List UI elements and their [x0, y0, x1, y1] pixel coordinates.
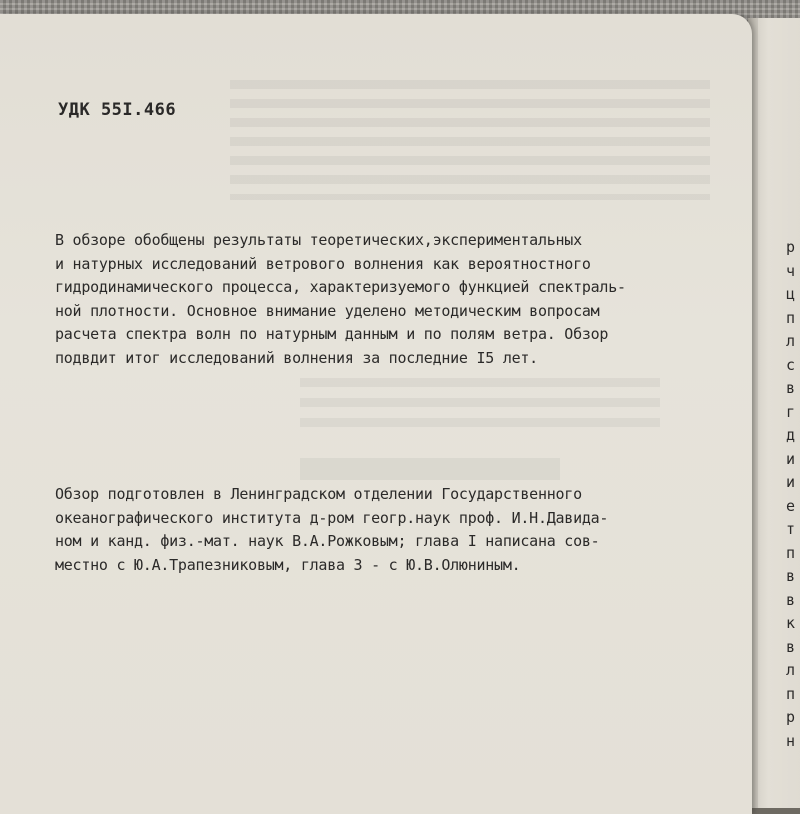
fragment: с — [786, 355, 796, 374]
facing-page-text-fragments — [786, 236, 800, 753]
fragment: л — [786, 332, 796, 350]
fragment: ч — [786, 261, 796, 280]
fragment: д — [786, 426, 796, 444]
text-line: расчета спектра волн по натурным данным и по полям ветра. Обзор — [55, 325, 609, 343]
fragment: п — [786, 684, 796, 703]
fragment: н — [786, 731, 796, 750]
authors-paragraph — [55, 483, 735, 577]
fragment: е — [786, 496, 796, 515]
fragment: в — [786, 379, 796, 397]
fragment: ц — [786, 285, 796, 303]
fragment: в — [786, 590, 796, 609]
text-line: ной плотности. Основное внимание уделено методическим вопросам — [55, 301, 600, 320]
fragment: р — [786, 238, 796, 256]
fragment: т — [786, 520, 796, 538]
text-line: океанографического института д-ром геогр.наук проф. И.Н.Давида- — [55, 508, 609, 527]
udk-code: УДК 55I.466 — [58, 100, 177, 120]
text-line: и натурных исследований ветрового волнения как вероятностного — [55, 254, 591, 273]
text-line: местно с Ю.А.Трапезниковым, глава 3 - с Ю.В.Олюниным. — [55, 555, 521, 574]
text-line: В обзоре обобщены результаты теоретических,экспериментальных — [55, 231, 582, 249]
fragment: в — [786, 567, 796, 585]
fragment: г — [786, 402, 796, 421]
show-through-block-top — [230, 80, 710, 200]
show-through-title — [300, 458, 560, 480]
fragment: и — [786, 449, 796, 468]
text-line: подвдит итог исследований волнения за последние I5 лет. — [55, 348, 538, 367]
text-line: гидродинамического процесса, характеризуемого функцией спектраль- — [55, 278, 626, 296]
fragment: л — [786, 661, 796, 679]
text-line: Обзор подготовлен в Ленинградском отделении Государственного — [55, 485, 582, 503]
fragment: п — [786, 543, 796, 562]
text-line: ном и канд. физ.-мат. наук В.А.Рожковым; глава I написана сов- — [55, 532, 600, 550]
abstract-paragraph — [55, 229, 735, 370]
show-through-block-middle — [300, 378, 660, 438]
fragment: в — [786, 637, 796, 656]
fragment: и — [786, 473, 796, 491]
fragment: п — [786, 308, 796, 327]
fragment: р — [786, 708, 796, 726]
fragment: к — [786, 614, 796, 632]
